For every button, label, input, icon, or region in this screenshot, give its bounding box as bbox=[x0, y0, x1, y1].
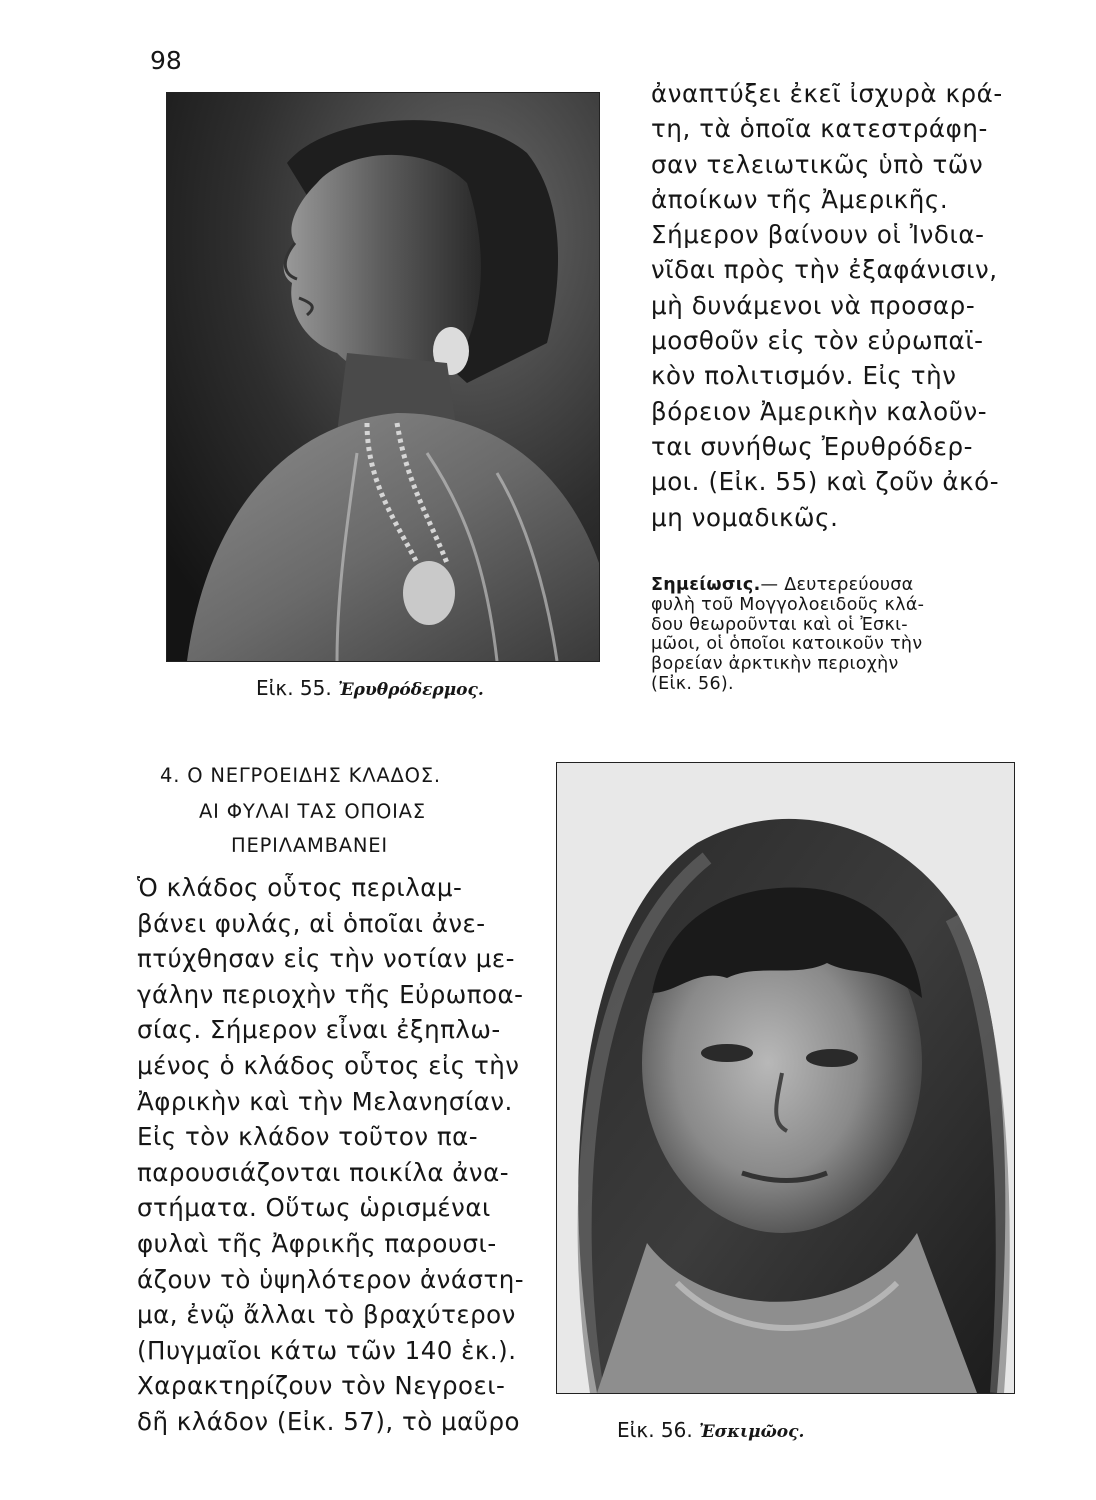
figure-55-title: Ἐρυθρόδερμος. bbox=[338, 680, 484, 700]
photo-eskimo-portrait bbox=[556, 762, 1015, 1394]
note-block bbox=[651, 576, 1019, 695]
section-heading-line-3: ΠΕΡΙΛΑΜΒΑΝΕΙ bbox=[231, 834, 388, 857]
page-number: 98 bbox=[150, 46, 182, 75]
figure-56-number: Εἰκ. 56. bbox=[617, 1418, 693, 1442]
section-paragraph: Ὁ κλάδος οὗτος περιλαμ- βάνει φυλάς, αἱ ὁποῖαι ἀνε- πτύχθησαν εἰς τὴν νοτίαν με- γάλην περιοχὴν τῆς Εὐρωποα- σίας. Σήμερον εἶναι ἐξηπλω- μένος ὁ κλάδος οὗτος εἰς τὴν Ἀφρικὴν καὶ τὴν Μελανησίαν. Εἰς τὸν κλάδον τοῦτον πα- παρουσιάζονται ποικίλα ἀνα- στήματα. Οὕτως ὡρισμέναι φυλαὶ τῆς Ἀφρικῆς παρουσι- άζουν τὸ ὑψηλότερον ἀνάστη- μα, ἐνῷ ἄλλαι τὸ βραχύτερον (Πυγμαῖοι κάτω τῶν 140 ἑκ.). Χαρακτηρίζουν τὸν Νεγροει- δῆ κλάδον (Εἰκ. 57), τὸ μαῦρο bbox=[137, 873, 525, 1436]
figure-55-caption bbox=[256, 676, 484, 700]
section-heading-line-1: 4. Ο ΝΕΓΡΟΕΙΔΗΣ ΚΛΑΔΟΣ. bbox=[160, 764, 441, 787]
note-label: Σημείωσις. bbox=[651, 575, 761, 595]
photo-indian-portrait bbox=[166, 92, 600, 662]
figure-56-caption bbox=[617, 1418, 804, 1442]
right-column-paragraph: ἀναπτύξει ἐκεῖ ἰσχυρὰ κρά- τη, τὰ ὁποῖα κατεστράφη- σαν τελειωτικῶς ὑπὸ τῶν ἀποίκων τῆς Ἀμερικῆς. Σήμερον βαίνουν οἱ Ἰνδια- νῖδαι πρὸς τὴν ἐξαφάνισιν, μὴ δυνάμενοι νὰ προσαρ- μοσθοῦν εἰς τὸν εὐρωπαϊ- κὸν πολιτισμόν. Εἰς τὴν βόρειον Ἀμερικὴν καλοῦν- ται συνήθως Ἐρυθρόδερ- μοι. (Εἰκ. 55) καὶ ζοῦν ἀκό- μη νομαδικῶς. bbox=[651, 79, 1003, 532]
section-heading-line-2: ΑΙ ΦΥΛΑΙ ΤΑΣ ΟΠΟΙΑΣ bbox=[199, 800, 426, 823]
figure-56-title: Ἐσκιμῶος. bbox=[699, 1422, 805, 1442]
figure-55-number: Εἰκ. 55. bbox=[256, 676, 332, 700]
note-text: — Δευτερεύουσα φυλὴ τοῦ Μογγολοειδοῦς κλά- δου θεωροῦνται καὶ οἱ Ἐσκι- μῶοι, οἱ ὁποῖοι κατοικοῦν τὴν βορείαν ἀρκτικὴν περιοχὴν (Εἰκ. 56). bbox=[651, 575, 925, 694]
